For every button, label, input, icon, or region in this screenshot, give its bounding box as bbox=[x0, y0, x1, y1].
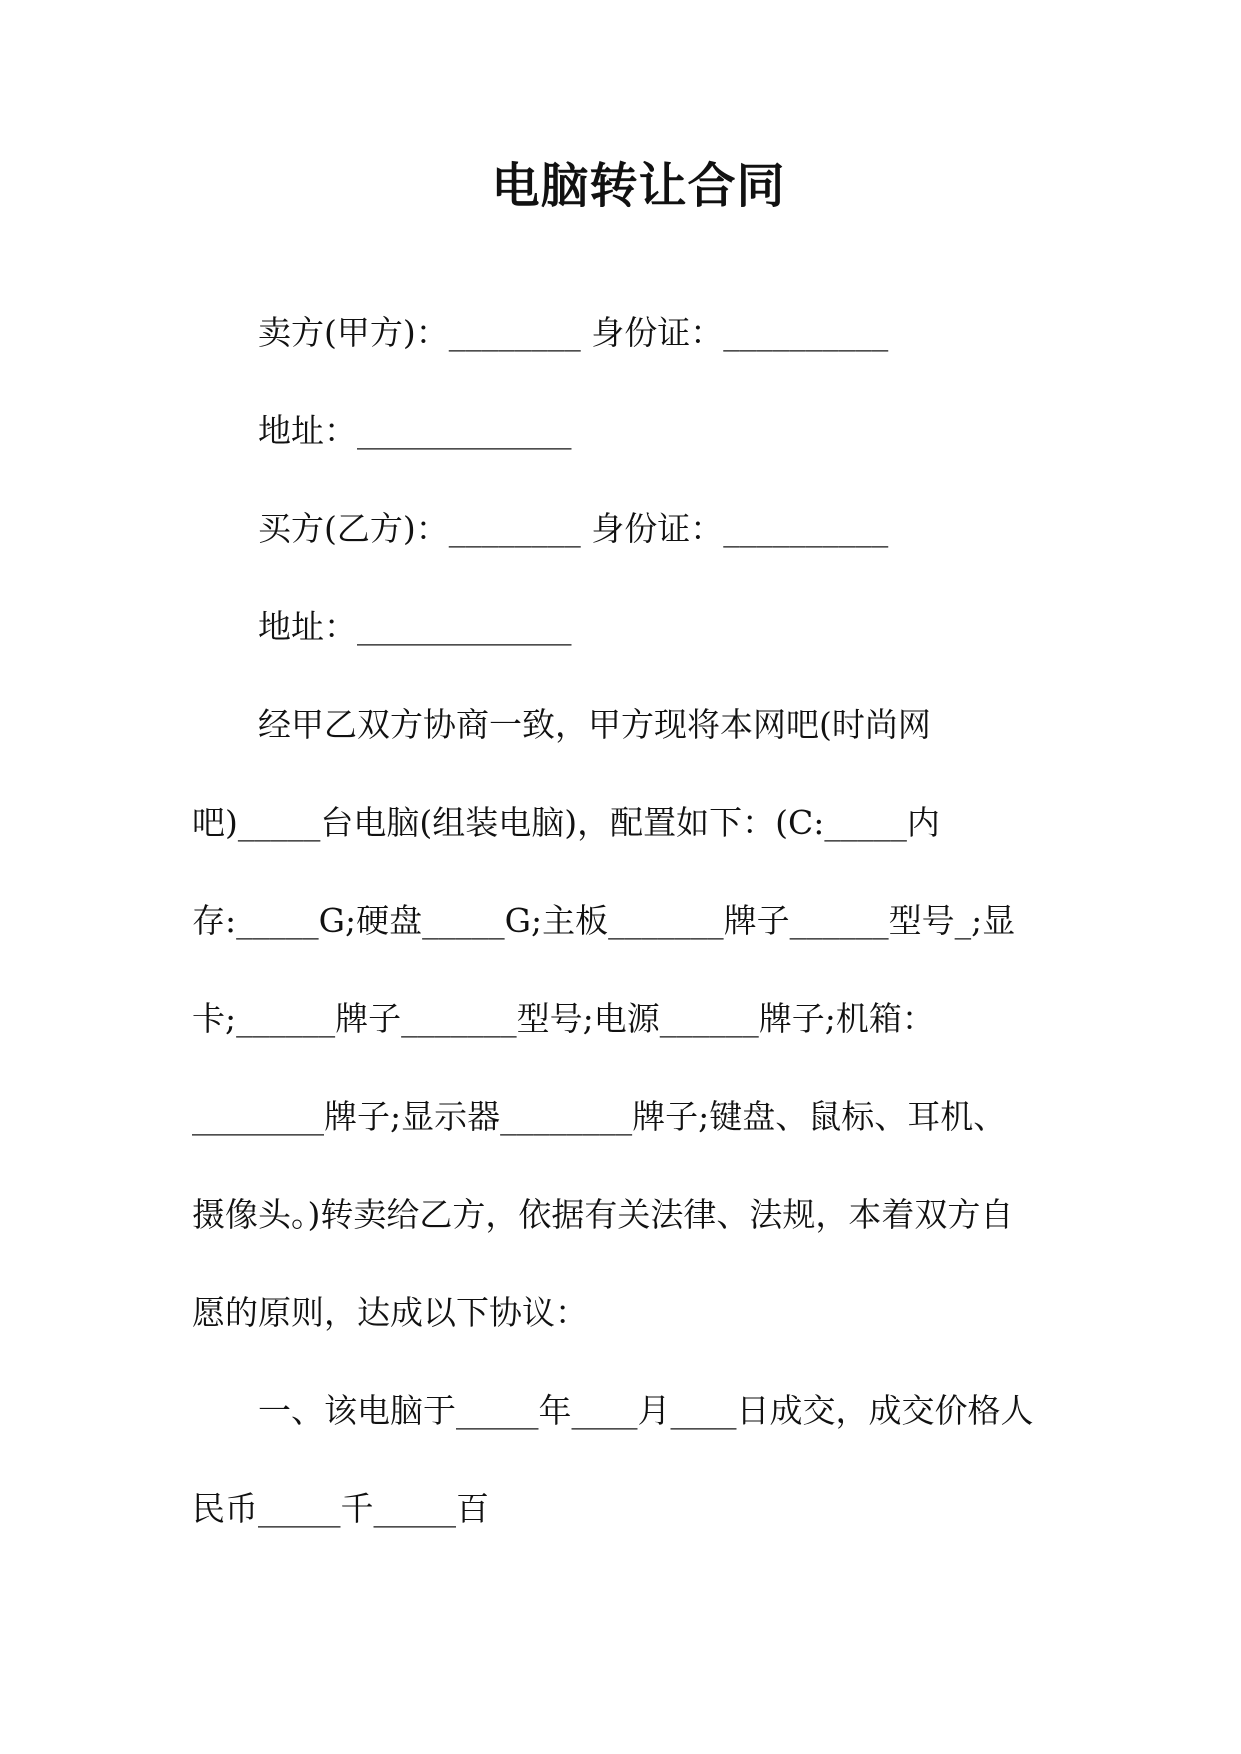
buyer-line: 买方(乙方)：________ 身份证：__________ bbox=[258, 509, 889, 548]
clause-one-line: 一、该电脑于_____年____月____日成交，成交价格人 bbox=[258, 1391, 1034, 1430]
agreement-paragraph-line: 经甲乙双方协商一致，甲方现将本网吧(时尚网 bbox=[258, 705, 931, 744]
clause-one-line: 民币_____千_____百 bbox=[192, 1489, 489, 1528]
agreement-paragraph-line: 摄像头。)转卖给乙方，依据有关法律、法规，本着双方自 bbox=[192, 1195, 1014, 1234]
document-body bbox=[192, 284, 1085, 1558]
agreement-paragraph-line: 吧)_____台电脑(组装电脑)，配置如下：(C:_____内 bbox=[192, 803, 940, 842]
agreement-paragraph-line: 卡;______牌子_______型号;电源______牌子;机箱： bbox=[192, 999, 935, 1038]
seller-address-line: 地址：_____________ bbox=[258, 411, 572, 450]
seller-line: 卖方(甲方)：________ 身份证：__________ bbox=[258, 313, 889, 352]
document-title: 电脑转让合同 bbox=[491, 158, 786, 214]
buyer-address-line: 地址：_____________ bbox=[258, 607, 572, 646]
agreement-paragraph-line: 存:_____G;硬盘_____G;主板_______牌子______型号_;显 bbox=[192, 901, 1016, 940]
agreement-paragraph-line: ________牌子;显示器________牌子;键盘、鼠标、耳机、 bbox=[192, 1097, 1007, 1136]
agreement-paragraph-line: 愿的原则，达成以下协议： bbox=[192, 1293, 588, 1332]
